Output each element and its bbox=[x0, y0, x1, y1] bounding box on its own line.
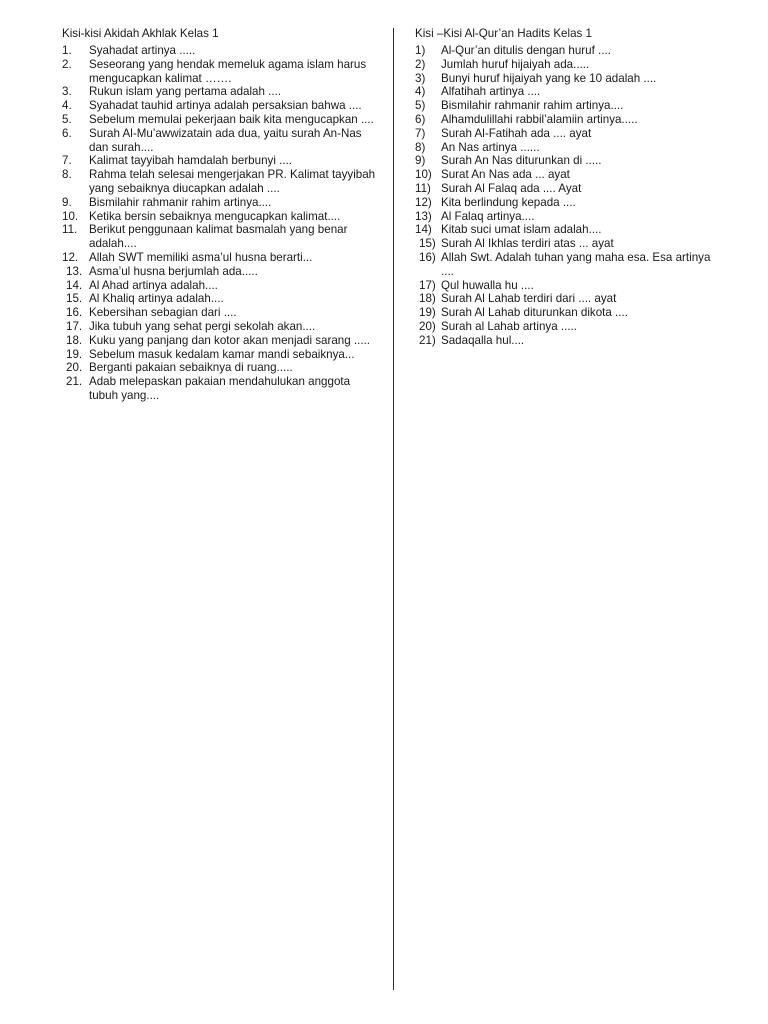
item-number: 17) bbox=[419, 278, 436, 292]
list-item bbox=[415, 72, 715, 86]
item-text: Rukun islam yang pertama adalah .... bbox=[89, 85, 282, 99]
item-number: 3) bbox=[415, 71, 426, 85]
item-text: Allah Swt. Adalah tuhan yang maha esa. Esa artinya .... bbox=[441, 250, 711, 278]
item-text: Surat An Nas ada ... ayat bbox=[441, 168, 570, 182]
list-item bbox=[415, 141, 715, 155]
item-number: 9) bbox=[415, 154, 426, 168]
item-text: Kita berlindung kepada .... bbox=[441, 195, 576, 209]
item-number: 4) bbox=[415, 85, 426, 99]
item-text: Ketika bersin sebaiknya mengucapkan kalimat.... bbox=[89, 209, 341, 223]
item-text: Allah SWT memiliki asma’ul husna berarti... bbox=[89, 250, 313, 264]
list-item bbox=[415, 168, 715, 182]
item-number: 7. bbox=[62, 154, 72, 168]
item-text: Adab melepaskan pakaian mendahulukan anggota tubuh yang.... bbox=[89, 375, 351, 402]
list-item bbox=[415, 210, 715, 224]
item-text: Rahma telah selesai mengerjakan PR. Kalimat tayyibah yang sebaiknya diucapkan adalah .... bbox=[89, 168, 376, 195]
item-text: Syahadat artinya ..... bbox=[89, 44, 196, 57]
left-column bbox=[62, 27, 378, 403]
item-number: 21) bbox=[419, 333, 436, 347]
list-item bbox=[62, 361, 378, 375]
item-text: Alhamdulillahi rabbil’alamiin artinya..... bbox=[441, 112, 638, 126]
item-text: Al Ahad artinya adalah.... bbox=[89, 278, 218, 292]
item-text: Sebelum masuk kedalam kamar mandi sebaiknya... bbox=[89, 347, 355, 361]
item-text: Al-Qur’an ditulis dengan huruf .... bbox=[441, 44, 611, 57]
left-column-title: Kisi-kisi Akidah Akhlak Kelas 1 bbox=[62, 27, 219, 40]
item-text: Sebelum memulai pekerjaan baik kita mengucapkan .... bbox=[89, 112, 374, 126]
item-text: Kalimat tayyibah hamdalah berbunyi .... bbox=[89, 154, 293, 168]
item-number: 11. bbox=[62, 223, 78, 237]
list-item bbox=[62, 306, 378, 320]
list-item bbox=[62, 168, 378, 196]
item-number: 10. bbox=[62, 209, 79, 223]
list-item bbox=[62, 348, 378, 362]
item-text: Kitab suci umat islam adalah.... bbox=[441, 223, 602, 237]
list-item bbox=[415, 306, 715, 320]
item-number: 12. bbox=[62, 250, 79, 264]
list-item bbox=[62, 58, 378, 86]
item-number: 13) bbox=[415, 209, 432, 223]
list-item bbox=[62, 375, 378, 403]
item-number: 12) bbox=[415, 195, 432, 209]
item-text: Berikut penggunaan kalimat basmalah yang benar adalah.... bbox=[89, 223, 348, 251]
item-number: 14. bbox=[66, 278, 83, 292]
list-item bbox=[415, 85, 715, 99]
item-number: 16) bbox=[419, 250, 436, 264]
item-number: 15) bbox=[419, 237, 436, 251]
item-number: 8. bbox=[62, 168, 72, 182]
item-number: 20) bbox=[419, 319, 436, 333]
right-column-title: Kisi –Kisi Al-Qur’an Hadits Kelas 1 bbox=[415, 27, 592, 40]
item-text: Alfatihah artinya .... bbox=[441, 85, 541, 99]
list-item bbox=[62, 292, 378, 306]
item-text: Jumlah huruf hijaiyah ada..... bbox=[441, 57, 590, 71]
left-question-list bbox=[62, 44, 378, 403]
item-number: 11) bbox=[415, 181, 431, 195]
item-number: 9. bbox=[62, 195, 72, 209]
list-item bbox=[62, 44, 378, 58]
item-number: 21. bbox=[66, 375, 83, 389]
item-number: 2) bbox=[415, 57, 426, 71]
item-text: Surah Al Lahab diturunkan dikota .... bbox=[441, 306, 628, 320]
list-item bbox=[62, 251, 378, 265]
item-text: Surah An Nas diturunkan di ..... bbox=[441, 154, 602, 168]
list-item bbox=[62, 127, 378, 155]
item-number: 19) bbox=[419, 306, 436, 320]
item-text: Berganti pakaian sebaiknya di ruang..... bbox=[89, 361, 293, 375]
list-item bbox=[62, 113, 378, 127]
item-text: Bismilahir rahmanir rahim artinya.... bbox=[441, 99, 624, 113]
item-text: Kuku yang panjang dan kotor akan menjadi sarang ..... bbox=[89, 333, 371, 347]
item-text: Surah al Lahab artinya ..... bbox=[441, 319, 577, 333]
list-item bbox=[415, 237, 715, 251]
list-item bbox=[62, 320, 378, 334]
item-number: 20. bbox=[66, 361, 83, 375]
item-number: 18) bbox=[419, 292, 436, 306]
item-text: Al Khaliq artinya adalah.... bbox=[89, 292, 224, 306]
item-text: Asma’ul husna berjumlah ada..... bbox=[89, 264, 258, 278]
list-item bbox=[62, 154, 378, 168]
list-item bbox=[62, 279, 378, 293]
item-number: 18. bbox=[66, 333, 83, 347]
list-item bbox=[415, 279, 715, 293]
item-number: 10) bbox=[415, 168, 432, 182]
list-item bbox=[415, 223, 715, 237]
item-text: An Nas artinya ...... bbox=[441, 140, 540, 154]
list-item bbox=[415, 251, 715, 279]
item-number: 16. bbox=[66, 306, 83, 320]
item-text: Surah Al Falaq ada .... Ayat bbox=[441, 181, 582, 195]
item-number: 6) bbox=[415, 112, 426, 126]
column-divider bbox=[393, 28, 394, 990]
item-text: Jika tubuh yang sehat pergi sekolah akan.... bbox=[89, 319, 316, 333]
list-item bbox=[415, 154, 715, 168]
list-item bbox=[415, 58, 715, 72]
list-item bbox=[415, 182, 715, 196]
item-number: 19. bbox=[66, 347, 83, 361]
item-text: Al Falaq artinya.... bbox=[441, 209, 535, 223]
item-number: 4. bbox=[62, 99, 72, 113]
list-item bbox=[415, 113, 715, 127]
item-number: 1. bbox=[62, 44, 72, 57]
list-item bbox=[62, 85, 378, 99]
item-text: Bismilahir rahmanir rahim artinya.... bbox=[89, 195, 272, 209]
list-item bbox=[62, 210, 378, 224]
item-text: Surah Al Lahab terdiri dari .... ayat bbox=[441, 292, 617, 306]
list-item bbox=[62, 265, 378, 279]
list-item bbox=[62, 334, 378, 348]
item-number: 5. bbox=[62, 112, 72, 126]
item-text: Syahadat tauhid artinya adalah persaksian bahwa .... bbox=[89, 99, 362, 113]
right-question-list bbox=[415, 44, 715, 348]
list-item bbox=[62, 196, 378, 210]
list-item bbox=[415, 334, 715, 348]
list-item bbox=[415, 320, 715, 334]
item-number: 6. bbox=[62, 126, 72, 140]
item-number: 3. bbox=[62, 85, 72, 99]
right-column bbox=[415, 27, 715, 348]
item-text: Surah Al-Mu’awwizatain ada dua, yaitu surah An-Nas dan surah.... bbox=[89, 126, 362, 154]
item-number: 17. bbox=[66, 319, 83, 333]
item-number: 14) bbox=[415, 223, 432, 237]
item-text: Surah Al-Fatihah ada .... ayat bbox=[441, 126, 592, 140]
item-text: Sadaqalla hul.... bbox=[441, 333, 525, 347]
item-text: Qul huwalla hu .... bbox=[441, 278, 534, 292]
item-text: Seseorang yang hendak memeluk agama islam harus mengucapkan kalimat ……. bbox=[89, 57, 367, 85]
item-number: 15. bbox=[66, 292, 83, 306]
item-text: Kebersihan sebagian dari .... bbox=[89, 306, 237, 320]
list-item bbox=[415, 44, 715, 58]
item-number: 13. bbox=[66, 264, 83, 278]
item-text: Bunyi huruf hijaiyah yang ke 10 adalah .... bbox=[441, 71, 657, 85]
item-text: Surah Al Ikhlas terdiri atas ... ayat bbox=[441, 237, 614, 251]
item-number: 2. bbox=[62, 57, 72, 71]
item-number: 7) bbox=[415, 126, 426, 140]
list-item bbox=[415, 127, 715, 141]
item-number: 5) bbox=[415, 99, 426, 113]
list-item bbox=[415, 196, 715, 210]
item-number: 8) bbox=[415, 140, 426, 154]
list-item bbox=[415, 292, 715, 306]
list-item bbox=[415, 99, 715, 113]
item-number: 1) bbox=[415, 44, 426, 57]
list-item bbox=[62, 223, 378, 251]
list-item bbox=[62, 99, 378, 113]
